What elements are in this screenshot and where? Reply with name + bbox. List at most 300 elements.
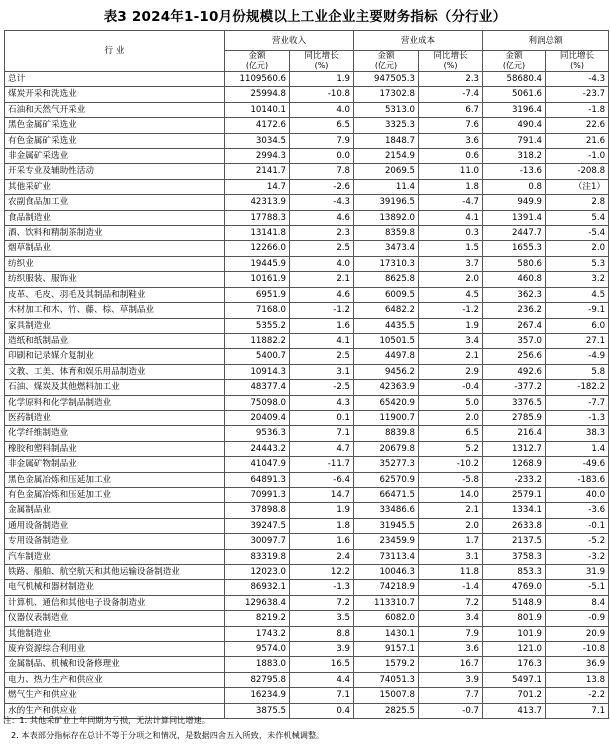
cell-cost-g: 3.4 [419, 333, 483, 348]
subheader-amount: 金额 [225, 51, 290, 62]
cell-rev: 83319.8 [225, 549, 290, 564]
cell-cost-g: 1.7 [419, 534, 483, 549]
cell-profit-g: -5.4 [546, 226, 609, 241]
cell-profit: 318.2 [483, 149, 546, 164]
cell-profit-g: -3.2 [546, 549, 609, 564]
table-row [5, 87, 609, 102]
industry-name: 橡胶和塑料制品业 [5, 441, 225, 456]
industry-name: 非金属矿物制品业 [5, 457, 225, 472]
cell-cost: 2069.5 [354, 164, 419, 179]
cell-profit: 4769.0 [483, 580, 546, 595]
cell-rev-g: 1.6 [290, 534, 354, 549]
cell-cost-g: -1.2 [419, 303, 483, 318]
cell-profit: 460.8 [483, 272, 546, 287]
cell-cost: 2825.5 [354, 703, 419, 718]
cell-cost: 3325.3 [354, 118, 419, 133]
table-row [5, 565, 609, 580]
cell-profit: 3196.4 [483, 102, 546, 117]
cell-cost: 33486.6 [354, 503, 419, 518]
table-row [5, 672, 609, 687]
industry-name: 电气机械和器材制造业 [5, 580, 225, 595]
cell-profit: 3376.5 [483, 395, 546, 410]
cell-rev-g: 3.9 [290, 642, 354, 657]
cell-profit-g: 31.9 [546, 565, 609, 580]
cell-profit: -13.6 [483, 164, 546, 179]
cell-rev: 10914.3 [225, 364, 290, 379]
cell-cost: 9157.1 [354, 642, 419, 657]
cell-profit: 101.9 [483, 626, 546, 641]
cell-rev: 1883.0 [225, 657, 290, 672]
footnotes [3, 713, 607, 743]
table-row [5, 102, 609, 117]
table-row [5, 195, 609, 210]
cell-cost: 11.4 [354, 179, 419, 194]
cell-profit: 2447.7 [483, 226, 546, 241]
cell-profit-g: -2.2 [546, 688, 609, 703]
cell-profit-g: -1.8 [546, 102, 609, 117]
cell-profit: 5148.9 [483, 595, 546, 610]
industry-name: 食品制造业 [5, 210, 225, 225]
cell-rev-g: 0.0 [290, 149, 354, 164]
cell-cost: 42363.9 [354, 380, 419, 395]
industry-name: 电力、热力生产和供应业 [5, 672, 225, 687]
cell-profit-g: 5.8 [546, 364, 609, 379]
industry-name: 有色金属矿采选业 [5, 133, 225, 148]
cell-rev-g: 16.5 [290, 657, 354, 672]
cell-rev-g: 2.5 [290, 241, 354, 256]
cell-rev: 3875.5 [225, 703, 290, 718]
cell-rev: 2994.3 [225, 149, 290, 164]
cell-cost: 31945.5 [354, 518, 419, 533]
industry-name: 金属制品、机械和设备修理业 [5, 657, 225, 672]
cell-rev: 12023.0 [225, 565, 290, 580]
cell-rev-g: 0.1 [290, 410, 354, 425]
table-row [5, 410, 609, 425]
cell-cost-g: 1.5 [419, 241, 483, 256]
industry-name: 仪器仪表制造业 [5, 611, 225, 626]
cell-rev-g: 2.4 [290, 549, 354, 564]
cell-cost-g: -1.4 [419, 580, 483, 595]
cell-cost-g: 7.7 [419, 688, 483, 703]
cell-cost-g: -4.7 [419, 195, 483, 210]
cell-rev-g: 7.8 [290, 164, 354, 179]
cell-cost: 62570.9 [354, 472, 419, 487]
industry-name: 水的生产和供应业 [5, 703, 225, 718]
industry-name: 废弃资源综合利用业 [5, 642, 225, 657]
cell-profit-g: 36.9 [546, 657, 609, 672]
cell-rev: 75098.0 [225, 395, 290, 410]
cell-profit: 176.3 [483, 657, 546, 672]
cell-rev-g: 3.1 [290, 364, 354, 379]
industry-column-header: 行 业 [5, 31, 225, 72]
table-row [5, 611, 609, 626]
cell-rev: 42313.9 [225, 195, 290, 210]
cost-group-header: 营业成本 [354, 31, 483, 51]
cell-profit: 5497.1 [483, 672, 546, 687]
cell-profit-g: -0.9 [546, 611, 609, 626]
cell-cost-g: 16.7 [419, 657, 483, 672]
cell-rev-g: -2.6 [290, 179, 354, 194]
cell-cost: 4497.8 [354, 349, 419, 364]
industry-name: 烟草制品业 [5, 241, 225, 256]
cell-profit: 1268.9 [483, 457, 546, 472]
cell-cost-g: 2.0 [419, 272, 483, 287]
industry-name: 文教、工美、体育和娱乐用品制造业 [5, 364, 225, 379]
table-title: 表3 2024年1-10月份规模以上工业企业主要财务指标（分行业） [103, 9, 507, 25]
cell-rev: 2141.7 [225, 164, 290, 179]
cell-rev-g: 1.6 [290, 318, 354, 333]
cell-rev: 10140.1 [225, 102, 290, 117]
cell-profit: 58680.4 [483, 72, 546, 87]
industry-name: 化学纤维制造业 [5, 426, 225, 441]
cell-profit-g: -5.1 [546, 580, 609, 595]
cell-cost-g: 3.1 [419, 549, 483, 564]
table-row [5, 241, 609, 256]
table-row [5, 472, 609, 487]
cell-rev-g: -6.4 [290, 472, 354, 487]
industry-name: 木材加工和木、竹、藤、棕、草制品业 [5, 303, 225, 318]
cell-profit-g: 2.0 [546, 241, 609, 256]
cell-profit-g: 13.8 [546, 672, 609, 687]
cell-profit-g: -49.6 [546, 457, 609, 472]
subheader-growth: 同比增长 [546, 51, 609, 62]
cell-cost: 20679.8 [354, 441, 419, 456]
industry-name: 酒、饮料和精制茶制造业 [5, 226, 225, 241]
cell-rev: 25994.8 [225, 87, 290, 102]
cell-cost: 17302.8 [354, 87, 419, 102]
cell-profit: 1391.4 [483, 210, 546, 225]
cell-rev: 19445.9 [225, 256, 290, 271]
cell-profit: 801.9 [483, 611, 546, 626]
cell-rev-g: 0.4 [290, 703, 354, 718]
cell-rev: 3034.5 [225, 133, 290, 148]
cell-profit-g: -4.3 [546, 72, 609, 87]
table-row [5, 364, 609, 379]
cell-profit-g: 22.6 [546, 118, 609, 133]
cell-cost-g: 2.9 [419, 364, 483, 379]
cell-rev: 5400.7 [225, 349, 290, 364]
table-row [5, 303, 609, 318]
cell-cost: 2154.9 [354, 149, 419, 164]
cell-profit: 2137.5 [483, 534, 546, 549]
cell-profit: 0.8 [483, 179, 546, 194]
cell-profit-g: -5.2 [546, 534, 609, 549]
cell-profit-g: -0.1 [546, 518, 609, 533]
cell-cost-g: 1.9 [419, 318, 483, 333]
cell-cost-g: 0.6 [419, 149, 483, 164]
cell-rev: 129638.4 [225, 595, 290, 610]
cell-cost: 35277.3 [354, 457, 419, 472]
table-row [5, 272, 609, 287]
cell-profit: 1334.1 [483, 503, 546, 518]
cell-profit: 2633.8 [483, 518, 546, 533]
cell-rev: 8219.2 [225, 611, 290, 626]
cell-rev: 20409.4 [225, 410, 290, 425]
table-row [5, 457, 609, 472]
cell-profit-g: 38.3 [546, 426, 609, 441]
industry-name: 造纸和纸制品业 [5, 333, 225, 348]
cell-cost-g: 4.1 [419, 210, 483, 225]
cell-profit-g: -10.8 [546, 642, 609, 657]
table-row [5, 642, 609, 657]
cell-profit: 853.3 [483, 565, 546, 580]
cell-rev-g: 4.1 [290, 333, 354, 348]
cell-cost: 66471.5 [354, 487, 419, 502]
cell-cost-g: 2.0 [419, 518, 483, 533]
cell-rev-g: -11.7 [290, 457, 354, 472]
table-row [5, 487, 609, 502]
industry-name: 医药制造业 [5, 410, 225, 425]
table-row [5, 333, 609, 348]
subheader-growth: 同比增长 [290, 51, 354, 62]
cell-profit-g: 5.3 [546, 256, 609, 271]
cell-cost-g: 5.2 [419, 441, 483, 456]
unit-label: (亿元) [225, 61, 290, 72]
industry-name: 黑色金属矿采选业 [5, 118, 225, 133]
unit-label: (亿元) [483, 61, 546, 72]
cell-cost-g: -10.2 [419, 457, 483, 472]
cell-cost: 13892.0 [354, 210, 419, 225]
cell-rev: 16234.9 [225, 688, 290, 703]
table-body [5, 72, 609, 719]
cell-profit-g: 40.0 [546, 487, 609, 502]
cell-cost: 8839.8 [354, 426, 419, 441]
footnote-1: 注：1. 其他采矿业上年同期为亏损，无法计算同比增速。 [3, 715, 210, 725]
cell-profit-g: -1.0 [546, 149, 609, 164]
cell-profit: 236.2 [483, 303, 546, 318]
cell-cost-g: 2.3 [419, 72, 483, 87]
industry-name: 黑色金属冶炼和压延加工业 [5, 472, 225, 487]
cell-profit-g: -208.8 [546, 164, 609, 179]
cell-profit: 3758.3 [483, 549, 546, 564]
cell-rev: 4172.6 [225, 118, 290, 133]
cell-cost-g: 5.0 [419, 395, 483, 410]
industry-name: 通用设备制造业 [5, 518, 225, 533]
cell-cost: 17310.3 [354, 256, 419, 271]
industry-name: 石油、煤炭及其他燃料加工业 [5, 380, 225, 395]
cell-profit: 492.6 [483, 364, 546, 379]
cell-cost: 1430.1 [354, 626, 419, 641]
cell-cost-g: 6.5 [419, 426, 483, 441]
cell-rev-g: 4.6 [290, 210, 354, 225]
industry-name: 化学原料和化学制品制造业 [5, 395, 225, 410]
cell-rev-g: -10.8 [290, 87, 354, 102]
cell-profit: 216.4 [483, 426, 546, 441]
cell-cost: 10046.3 [354, 565, 419, 580]
table-row [5, 256, 609, 271]
table-row [5, 318, 609, 333]
revenue-group-header: 营业收入 [225, 31, 354, 51]
cell-cost-g: 2.1 [419, 349, 483, 364]
cell-profit-g: -4.9 [546, 349, 609, 364]
cell-rev: 13141.8 [225, 226, 290, 241]
cell-cost-g: 3.7 [419, 256, 483, 271]
table-row [5, 380, 609, 395]
cell-rev: 64891.3 [225, 472, 290, 487]
cell-profit-g: -1.3 [546, 410, 609, 425]
industry-name: 总计 [5, 72, 225, 87]
cell-rev: 37898.8 [225, 503, 290, 518]
industry-name: 铁路、船舶、航空航天和其他运输设备制造业 [5, 565, 225, 580]
cell-profit: 256.6 [483, 349, 546, 364]
cell-rev: 10161.9 [225, 272, 290, 287]
cell-rev: 30097.7 [225, 534, 290, 549]
cell-profit: 490.4 [483, 118, 546, 133]
cell-cost: 6009.5 [354, 287, 419, 302]
table-row [5, 657, 609, 672]
cell-rev-g: 6.5 [290, 118, 354, 133]
table-row [5, 210, 609, 225]
footnote-2: 2. 本表部分指标存在总计不等于分项之和情况，是数据四舍五入所致，未作机械调整。 [11, 730, 325, 740]
cell-rev: 70991.3 [225, 487, 290, 502]
industry-name: 开采专业及辅助性活动 [5, 164, 225, 179]
cell-cost: 1579.2 [354, 657, 419, 672]
table-row [5, 595, 609, 610]
cell-cost: 6482.2 [354, 303, 419, 318]
cell-rev: 48377.4 [225, 380, 290, 395]
cell-cost: 10501.5 [354, 333, 419, 348]
cell-profit-g: 4.5 [546, 287, 609, 302]
table-row [5, 226, 609, 241]
cell-profit-g: -7.7 [546, 395, 609, 410]
cell-cost: 6082.0 [354, 611, 419, 626]
cell-cost: 8625.8 [354, 272, 419, 287]
industry-name: 金属制品业 [5, 503, 225, 518]
table-row [5, 626, 609, 641]
cell-profit-g: -183.6 [546, 472, 609, 487]
cell-rev: 17788.3 [225, 210, 290, 225]
cell-rev: 9574.0 [225, 642, 290, 657]
cell-rev-g: 2.3 [290, 226, 354, 241]
unit-label: (%) [419, 61, 483, 72]
cell-cost: 8359.8 [354, 226, 419, 241]
cell-profit-g: 7.1 [546, 703, 609, 718]
cell-rev: 86932.1 [225, 580, 290, 595]
cell-cost: 15007.8 [354, 688, 419, 703]
cell-rev: 1109560.6 [225, 72, 290, 87]
cell-rev: 5355.2 [225, 318, 290, 333]
table-row [5, 349, 609, 364]
cell-profit-g: -9.1 [546, 303, 609, 318]
cell-cost-g: 3.4 [419, 611, 483, 626]
cell-cost-g: 11.8 [419, 565, 483, 580]
cell-profit: 1655.3 [483, 241, 546, 256]
cell-profit-g: 8.4 [546, 595, 609, 610]
cell-cost-g: 4.5 [419, 287, 483, 302]
cell-cost-g: 11.0 [419, 164, 483, 179]
industry-name: 计算机、通信和其他电子设备制造业 [5, 595, 225, 610]
cell-profit: 1312.7 [483, 441, 546, 456]
cell-profit-g: （注1） [546, 179, 609, 194]
cell-rev: 7168.0 [225, 303, 290, 318]
table-row [5, 549, 609, 564]
cell-rev-g: 4.4 [290, 672, 354, 687]
table-row [5, 179, 609, 194]
cell-cost: 113310.7 [354, 595, 419, 610]
cell-cost-g: -7.4 [419, 87, 483, 102]
industry-name: 纺织业 [5, 256, 225, 271]
cell-rev: 24443.2 [225, 441, 290, 456]
cell-rev-g: 7.1 [290, 688, 354, 703]
cell-profit: 2579.1 [483, 487, 546, 502]
cell-cost-g: 7.6 [419, 118, 483, 133]
table-row [5, 72, 609, 87]
cell-rev-g: 4.0 [290, 256, 354, 271]
cell-profit-g: -23.7 [546, 87, 609, 102]
cell-profit: 413.7 [483, 703, 546, 718]
cell-profit-g: 27.1 [546, 333, 609, 348]
cell-rev-g: 1.9 [290, 72, 354, 87]
cell-rev-g: 4.3 [290, 395, 354, 410]
cell-rev: 6951.9 [225, 287, 290, 302]
cell-profit: 121.0 [483, 642, 546, 657]
industry-name: 汽车制造业 [5, 549, 225, 564]
table-row [5, 688, 609, 703]
industry-name: 专用设备制造业 [5, 534, 225, 549]
cell-rev: 82795.8 [225, 672, 290, 687]
cell-cost: 5313.0 [354, 102, 419, 117]
cell-profit: 949.9 [483, 195, 546, 210]
cell-profit-g: 5.4 [546, 210, 609, 225]
cell-cost-g: 2.1 [419, 503, 483, 518]
cell-rev-g: -4.3 [290, 195, 354, 210]
cell-rev: 12266.0 [225, 241, 290, 256]
cell-profit: 580.6 [483, 256, 546, 271]
industry-name: 纺织服装、服饰业 [5, 272, 225, 287]
cell-profit-g: -182.2 [546, 380, 609, 395]
table-row [5, 580, 609, 595]
industry-name: 印刷和记录媒介复制业 [5, 349, 225, 364]
subheader-amount: 金额 [354, 51, 419, 62]
table-row [5, 426, 609, 441]
industry-name: 非金属矿采选业 [5, 149, 225, 164]
cell-cost: 74051.3 [354, 672, 419, 687]
cell-cost-g: 14.0 [419, 487, 483, 502]
cell-rev-g: 7.2 [290, 595, 354, 610]
cell-rev-g: 4.0 [290, 102, 354, 117]
table-row [5, 149, 609, 164]
unit-label: (亿元) [354, 61, 419, 72]
cell-cost-g: 7.9 [419, 626, 483, 641]
industry-name: 有色金属冶炼和压延加工业 [5, 487, 225, 502]
cell-rev-g: 2.1 [290, 272, 354, 287]
cell-rev-g: 7.1 [290, 426, 354, 441]
cell-rev: 9536.3 [225, 426, 290, 441]
cell-profit: 701.2 [483, 688, 546, 703]
table-row [5, 118, 609, 133]
cell-cost: 3473.4 [354, 241, 419, 256]
table-row [5, 503, 609, 518]
cell-cost: 73113.4 [354, 549, 419, 564]
cell-rev-g: 4.7 [290, 441, 354, 456]
cell-cost: 65420.9 [354, 395, 419, 410]
cell-rev-g: 12.2 [290, 565, 354, 580]
cell-rev: 41047.9 [225, 457, 290, 472]
table-row [5, 133, 609, 148]
table-row [5, 395, 609, 410]
table-row [5, 287, 609, 302]
cell-cost-g: 6.7 [419, 102, 483, 117]
cell-profit: 2785.9 [483, 410, 546, 425]
cell-profit-g: 20.9 [546, 626, 609, 641]
cell-cost: 74218.9 [354, 580, 419, 595]
profit-group-header: 利润总额 [483, 31, 609, 51]
cell-rev-g: 2.5 [290, 349, 354, 364]
table-row [5, 164, 609, 179]
subheader-growth: 同比增长 [419, 51, 483, 62]
cell-rev-g: 7.9 [290, 133, 354, 148]
cell-rev: 39247.5 [225, 518, 290, 533]
